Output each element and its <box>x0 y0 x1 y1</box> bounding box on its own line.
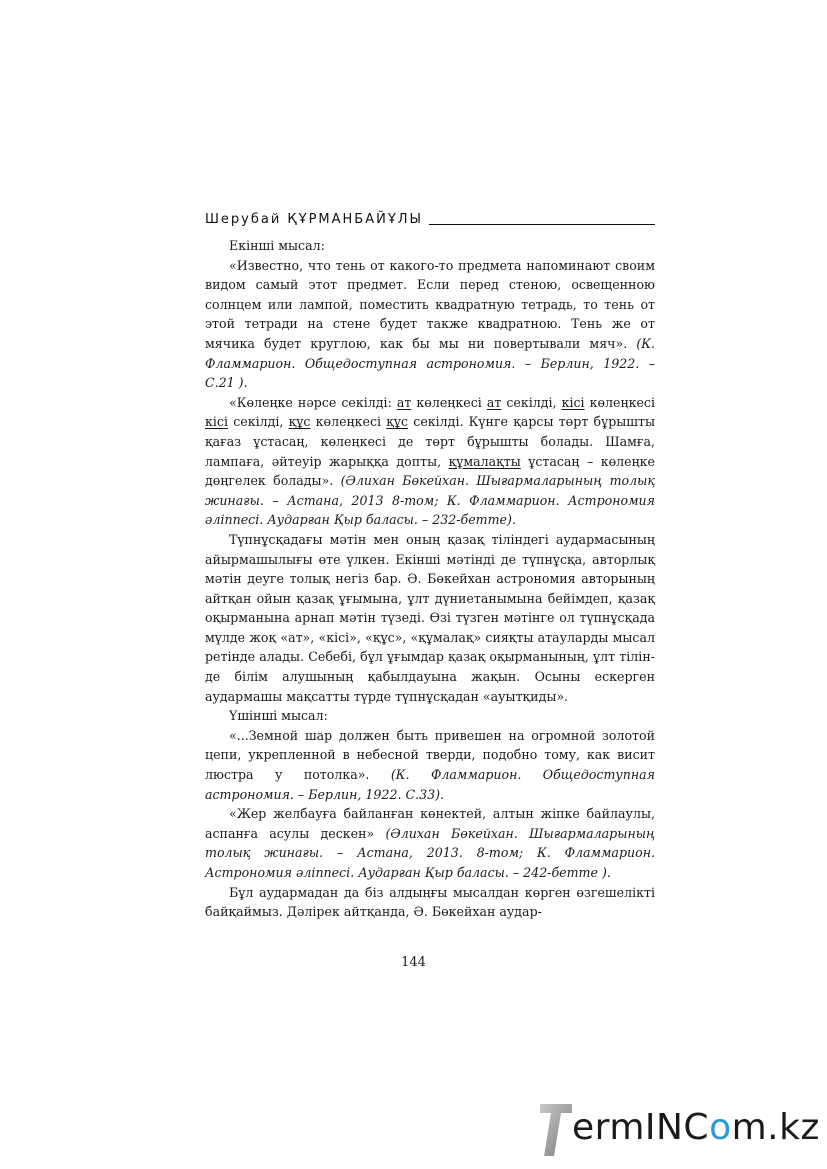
quote-russian-1: «Известно, что тень от какого-то предмета напоминают своим видом самый этот предмет. Если перед стеною, освещенною солнцем или лампой, поместить квадратную тетрадь, то тень от этой тетради на стене будет также квадратною. Тень же от мячика будет круглою, как бы мы ни повертывали мяч». <box>205 257 655 351</box>
underlined-word: құмалақты <box>448 453 521 469</box>
citation-3: (К. Фламмарион. Общедоступная астрономия. – Берлин, 1922. С.33). <box>205 767 655 802</box>
text-span: «Көлеңке нәрсе секілді: <box>229 394 397 410</box>
paragraph-8: Бұл аудармадан да біз алдыңғы мысалдан көрген өзгешелікті байқаймыз. Дәлірек айтқанда, Ә. Бөкейхан аудар- <box>205 884 655 920</box>
text-span: көлеңкесі <box>411 394 487 410</box>
underlined-word: ат <box>396 394 412 410</box>
underlined-word: құс <box>288 414 311 430</box>
underlined-word: кісі <box>561 394 585 410</box>
text-span: ұстасаң – көлеңке дөңгелек болады». <box>205 453 656 489</box>
underlined-word: құс <box>386 414 409 430</box>
underlined-word: кісі <box>205 414 228 430</box>
header-rule <box>429 224 655 225</box>
text-span: секілді. Күнге қарсы төрт бұрышты қағаз ұстасаң, көлеңкесі де төрт бұрышты болады. Шамға, лампаға, әйтеуір жарыққа допты, <box>205 414 655 469</box>
paragraph-5: Үшінші мысал: <box>229 708 328 724</box>
quote-kazakh-2: «Жер желбауға байланған көнектей, алтын жіпке байлаулы, аспанға асулы дескен» <box>205 806 655 841</box>
watermark-accent-letter: o <box>709 1107 732 1148</box>
paragraph-2 <box>205 256 655 393</box>
paragraph-7 <box>205 804 655 882</box>
watermark-text <box>572 1106 820 1150</box>
underlined-word: ат <box>486 394 502 410</box>
paragraph-1: Екінші мысал: <box>229 238 325 253</box>
termincom-logo-t-icon <box>538 1100 574 1158</box>
text-span: секілді, <box>501 394 562 410</box>
body-text <box>205 236 655 922</box>
running-head: Шерубай ҚҰРМАНБАЙҰЛЫ <box>205 212 424 227</box>
termincom-watermark <box>538 1100 818 1160</box>
text-span: секілді, <box>227 414 289 430</box>
quote-russian-2: «...Земной шар должен быть привешен на огромной золотой цепи, укрепленной в небесной тверди, подобно тому, как висит люстра у потолка». <box>205 727 655 783</box>
citation-4: (Әлихан Бөкейхан. Шығармаларының толық жинағы. – Астана, 2013. 8-том; К. Фламмарион. Астрономия әліппесі. Аударған Қыр баласы. – 242-бетте ). <box>205 825 655 880</box>
watermark-part: ermINC <box>572 1107 710 1148</box>
text-span: көлеңкесі <box>584 394 655 410</box>
citation-1: (К. Фламмарион. Общедоступная астрономия. – Берлин, 1922. – С.21 ). <box>205 335 655 391</box>
paragraph-3 <box>205 393 655 530</box>
citation-2: (Әлихан Бөкейхан. Шығармаларының толық жинағы. – Астана, 2013 8-том; К. Фламмарион. Астрономия әліппесі. Аударған Қыр баласы. – 232-бетте). <box>205 473 655 528</box>
paragraph-6 <box>205 726 655 804</box>
watermark-part: m.kz <box>731 1107 820 1148</box>
page-header <box>205 212 655 228</box>
paragraph-4: Түпнұсқадағы мәтін мен оның қазақ тіліндегі аудармасының айырмашылығы өте үлкен. Екінші мәтінді де түпнұсқа, авторлық мәтін деуге толық негіз бар. Ә. Бөкейхан астрономия авторының айтқан ойын қазақ ұғымына, ұлт дүниетанымына бейімдеп, қазақ оқырманына арнап мәтін түзеді. Өзі түзген мәтінге ол түпнұсқада мүлде жоқ «ат», «кісі», «құс», «құмалақ» сияқты атауларды мысал ретінде алады. Себебі, бұл ұғымдар қазақ оқырманының, ұлт тілінде білім алушының қабылдауына жақын. Осыны ескерген аудармашы мақсатты түрде түпнұсқадан «ауытқиды». <box>205 531 655 704</box>
page-number: 144 <box>401 955 426 970</box>
text-span: көлеңкесі <box>310 414 387 430</box>
